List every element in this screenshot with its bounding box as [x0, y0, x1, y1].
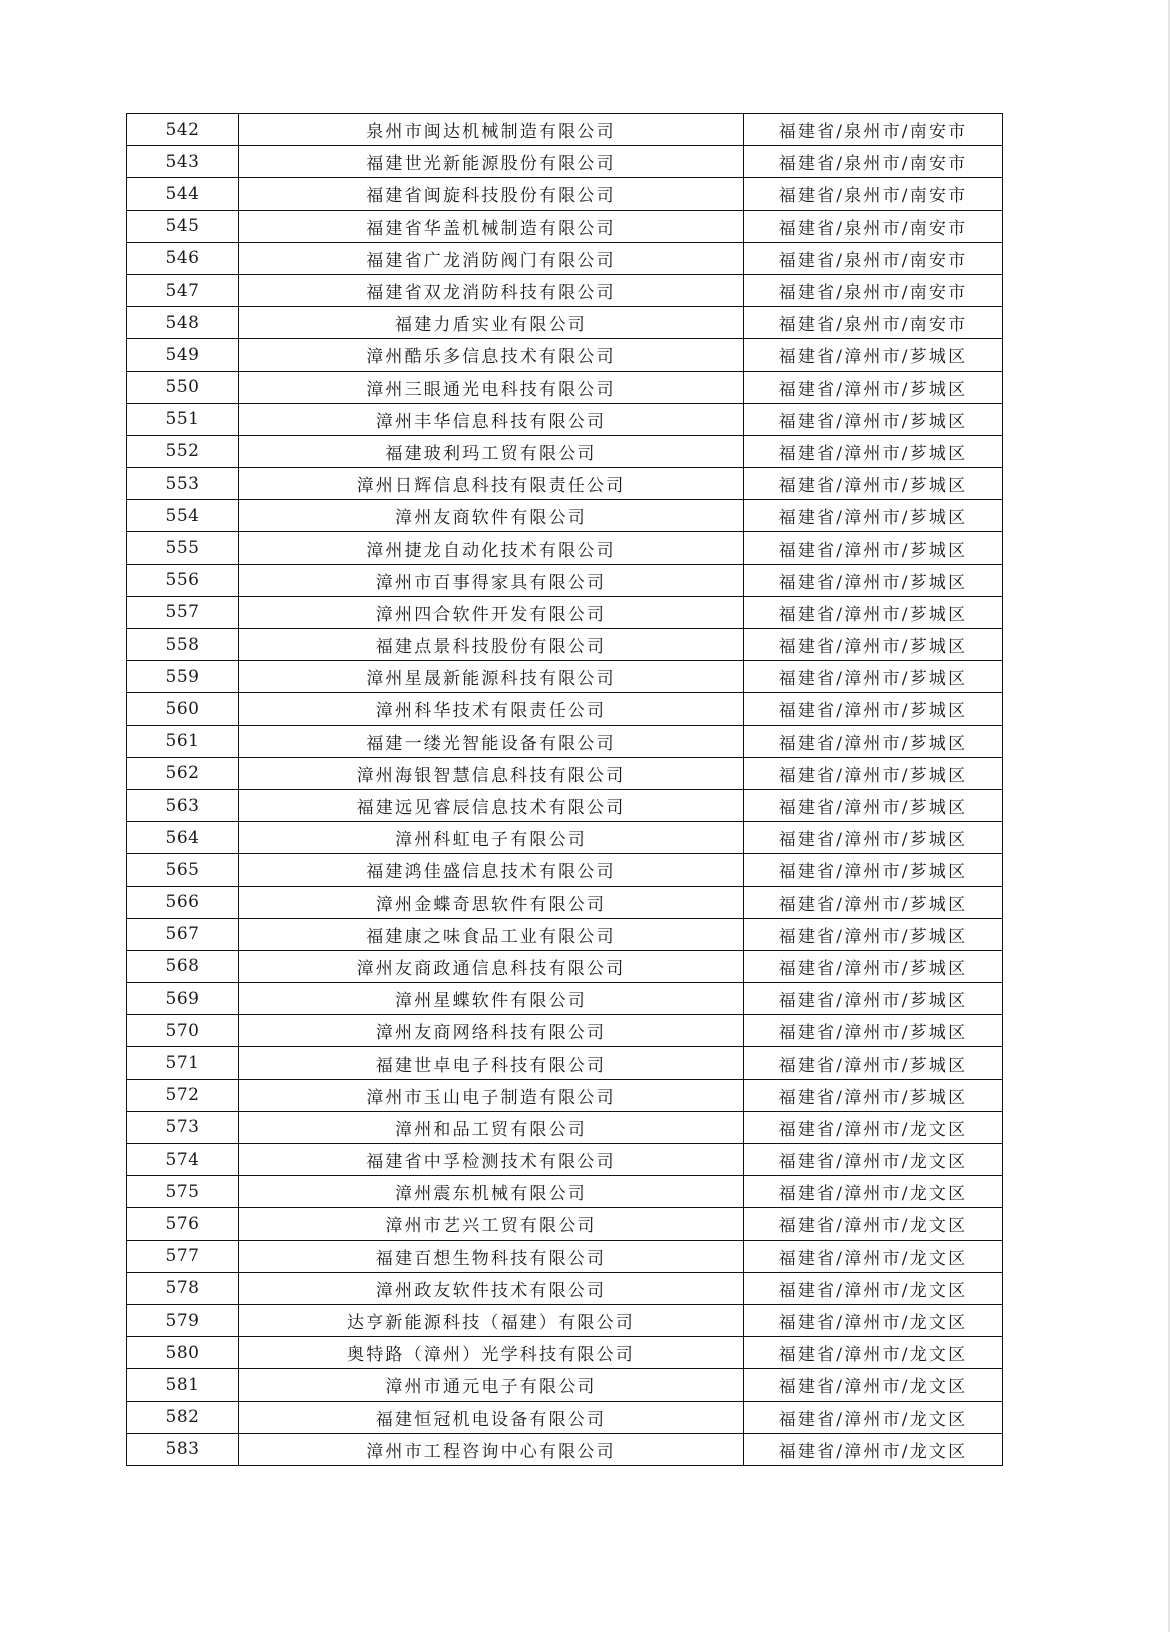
company-name-cell: 福建省广龙消防阀门有限公司 [239, 242, 744, 274]
company-name-cell: 漳州星晟新能源科技有限公司 [239, 661, 744, 693]
company-name-cell: 漳州星蝶软件有限公司 [239, 983, 744, 1015]
table-row [127, 661, 1003, 693]
company-name-cell: 漳州友商软件有限公司 [239, 500, 744, 532]
company-name-cell: 漳州友商网络科技有限公司 [239, 1015, 744, 1047]
row-number-cell: 580 [127, 1337, 239, 1369]
table-row [127, 1015, 1003, 1047]
region-cell: 福建省/漳州市/龙文区 [744, 1369, 1003, 1401]
table-row [127, 1240, 1003, 1272]
row-number-cell: 550 [127, 371, 239, 403]
company-name-cell: 福建鸿佳盛信息技术有限公司 [239, 854, 744, 886]
company-name-cell: 漳州海银智慧信息科技有限公司 [239, 757, 744, 789]
company-name-cell: 达亨新能源科技（福建）有限公司 [239, 1304, 744, 1336]
row-number-cell: 578 [127, 1272, 239, 1304]
region-cell: 福建省/漳州市/芗城区 [744, 918, 1003, 950]
company-name-cell: 漳州市工程咨询中心有限公司 [239, 1433, 744, 1465]
table-row [127, 307, 1003, 339]
region-cell: 福建省/泉州市/南安市 [744, 274, 1003, 306]
region-cell: 福建省/漳州市/龙文区 [744, 1272, 1003, 1304]
company-name-cell: 漳州金蝶奇思软件有限公司 [239, 886, 744, 918]
region-cell: 福建省/漳州市/芗城区 [744, 950, 1003, 982]
company-name-cell: 福建省闽旋科技股份有限公司 [239, 178, 744, 210]
region-cell: 福建省/泉州市/南安市 [744, 210, 1003, 242]
row-number-cell: 556 [127, 564, 239, 596]
row-number-cell: 581 [127, 1369, 239, 1401]
table-row [127, 403, 1003, 435]
region-cell: 福建省/漳州市/芗城区 [744, 983, 1003, 1015]
table-row [127, 500, 1003, 532]
table-row [127, 1433, 1003, 1465]
table-row [127, 339, 1003, 371]
region-cell: 福建省/漳州市/芗城区 [744, 1015, 1003, 1047]
company-name-cell: 福建康之味食品工业有限公司 [239, 918, 744, 950]
region-cell: 福建省/漳州市/龙文区 [744, 1240, 1003, 1272]
table-body [127, 114, 1003, 1466]
region-cell: 福建省/漳州市/芗城区 [744, 435, 1003, 467]
region-cell: 福建省/泉州市/南安市 [744, 307, 1003, 339]
region-cell: 福建省/漳州市/芗城区 [744, 1079, 1003, 1111]
table-row [127, 822, 1003, 854]
region-cell: 福建省/泉州市/南安市 [744, 146, 1003, 178]
table-row [127, 983, 1003, 1015]
region-cell: 福建省/漳州市/芗城区 [744, 596, 1003, 628]
table-row [127, 1176, 1003, 1208]
row-number-cell: 544 [127, 178, 239, 210]
company-name-cell: 漳州科华技术有限责任公司 [239, 693, 744, 725]
region-cell: 福建省/漳州市/芗城区 [744, 564, 1003, 596]
region-cell: 福建省/漳州市/芗城区 [744, 661, 1003, 693]
row-number-cell: 564 [127, 822, 239, 854]
row-number-cell: 579 [127, 1304, 239, 1336]
table-row [127, 146, 1003, 178]
table-row [127, 1208, 1003, 1240]
region-cell: 福建省/漳州市/龙文区 [744, 1337, 1003, 1369]
row-number-cell: 542 [127, 114, 239, 146]
company-name-cell: 福建力盾实业有限公司 [239, 307, 744, 339]
row-number-cell: 562 [127, 757, 239, 789]
region-cell: 福建省/漳州市/龙文区 [744, 1176, 1003, 1208]
company-name-cell: 福建百想生物科技有限公司 [239, 1240, 744, 1272]
company-name-cell: 漳州捷龙自动化技术有限公司 [239, 532, 744, 564]
company-name-cell: 泉州市闽达机械制造有限公司 [239, 114, 744, 146]
table-row [127, 435, 1003, 467]
region-cell: 福建省/漳州市/芗城区 [744, 500, 1003, 532]
company-name-cell: 福建一缕光智能设备有限公司 [239, 725, 744, 757]
company-name-cell: 漳州四合软件开发有限公司 [239, 596, 744, 628]
company-name-cell: 福建远见睿辰信息技术有限公司 [239, 789, 744, 821]
row-number-cell: 555 [127, 532, 239, 564]
region-cell: 福建省/泉州市/南安市 [744, 114, 1003, 146]
company-name-cell: 漳州市艺兴工贸有限公司 [239, 1208, 744, 1240]
company-name-cell: 漳州政友软件技术有限公司 [239, 1272, 744, 1304]
table-row [127, 1304, 1003, 1336]
row-number-cell: 566 [127, 886, 239, 918]
table-row [127, 210, 1003, 242]
row-number-cell: 572 [127, 1079, 239, 1111]
company-table [126, 113, 1003, 1466]
row-number-cell: 553 [127, 468, 239, 500]
company-name-cell: 漳州市百事得家具有限公司 [239, 564, 744, 596]
company-name-cell: 漳州丰华信息科技有限公司 [239, 403, 744, 435]
company-name-cell: 福建点景科技股份有限公司 [239, 629, 744, 661]
table-row [127, 532, 1003, 564]
row-number-cell: 559 [127, 661, 239, 693]
region-cell: 福建省/漳州市/芗城区 [744, 822, 1003, 854]
region-cell: 福建省/漳州市/芗城区 [744, 789, 1003, 821]
company-name-cell: 漳州三眼通光电科技有限公司 [239, 371, 744, 403]
company-name-cell: 漳州科虹电子有限公司 [239, 822, 744, 854]
table-row [127, 950, 1003, 982]
row-number-cell: 574 [127, 1144, 239, 1176]
row-number-cell: 575 [127, 1176, 239, 1208]
table-row [127, 1079, 1003, 1111]
table-row [127, 789, 1003, 821]
table-row [127, 596, 1003, 628]
company-name-cell: 漳州友商政通信息科技有限公司 [239, 950, 744, 982]
row-number-cell: 557 [127, 596, 239, 628]
region-cell: 福建省/泉州市/南安市 [744, 242, 1003, 274]
region-cell: 福建省/漳州市/龙文区 [744, 1208, 1003, 1240]
region-cell: 福建省/漳州市/龙文区 [744, 1401, 1003, 1433]
region-cell: 福建省/漳州市/龙文区 [744, 1144, 1003, 1176]
row-number-cell: 576 [127, 1208, 239, 1240]
row-number-cell: 548 [127, 307, 239, 339]
row-number-cell: 547 [127, 274, 239, 306]
row-number-cell: 577 [127, 1240, 239, 1272]
row-number-cell: 554 [127, 500, 239, 532]
region-cell: 福建省/漳州市/芗城区 [744, 854, 1003, 886]
region-cell: 福建省/漳州市/芗城区 [744, 371, 1003, 403]
table-row [127, 178, 1003, 210]
row-number-cell: 543 [127, 146, 239, 178]
company-name-cell: 福建恒冠机电设备有限公司 [239, 1401, 744, 1433]
row-number-cell: 561 [127, 725, 239, 757]
table-row [127, 854, 1003, 886]
row-number-cell: 563 [127, 789, 239, 821]
region-cell: 福建省/漳州市/芗城区 [744, 1047, 1003, 1079]
row-number-cell: 567 [127, 918, 239, 950]
region-cell: 福建省/泉州市/南安市 [744, 178, 1003, 210]
company-name-cell: 奥特路（漳州）光学科技有限公司 [239, 1337, 744, 1369]
company-name-cell: 福建省华盖机械制造有限公司 [239, 210, 744, 242]
row-number-cell: 571 [127, 1047, 239, 1079]
region-cell: 福建省/漳州市/芗城区 [744, 757, 1003, 789]
row-number-cell: 558 [127, 629, 239, 661]
table-row [127, 114, 1003, 146]
row-number-cell: 569 [127, 983, 239, 1015]
company-name-cell: 漳州酷乐多信息技术有限公司 [239, 339, 744, 371]
company-name-cell: 福建世光新能源股份有限公司 [239, 146, 744, 178]
company-name-cell: 福建玻利玛工贸有限公司 [239, 435, 744, 467]
table-row [127, 564, 1003, 596]
company-name-cell: 福建省中孚检测技术有限公司 [239, 1144, 744, 1176]
region-cell: 福建省/漳州市/芗城区 [744, 532, 1003, 564]
row-number-cell: 545 [127, 210, 239, 242]
table-row [127, 371, 1003, 403]
table-row [127, 725, 1003, 757]
table-row [127, 1401, 1003, 1433]
company-name-cell: 福建省双龙消防科技有限公司 [239, 274, 744, 306]
table-row [127, 274, 1003, 306]
table-row [127, 468, 1003, 500]
table-row [127, 1272, 1003, 1304]
table-row [127, 757, 1003, 789]
row-number-cell: 549 [127, 339, 239, 371]
row-number-cell: 560 [127, 693, 239, 725]
row-number-cell: 573 [127, 1111, 239, 1143]
table-row [127, 918, 1003, 950]
table-row [127, 1111, 1003, 1143]
region-cell: 福建省/漳州市/芗城区 [744, 629, 1003, 661]
table-row [127, 242, 1003, 274]
row-number-cell: 552 [127, 435, 239, 467]
row-number-cell: 546 [127, 242, 239, 274]
region-cell: 福建省/漳州市/芗城区 [744, 468, 1003, 500]
company-name-cell: 漳州和品工贸有限公司 [239, 1111, 744, 1143]
table-row [127, 886, 1003, 918]
table-row [127, 693, 1003, 725]
company-name-cell: 福建世卓电子科技有限公司 [239, 1047, 744, 1079]
region-cell: 福建省/漳州市/龙文区 [744, 1433, 1003, 1465]
region-cell: 福建省/漳州市/龙文区 [744, 1304, 1003, 1336]
company-name-cell: 漳州震东机械有限公司 [239, 1176, 744, 1208]
row-number-cell: 582 [127, 1401, 239, 1433]
company-name-cell: 漳州市通元电子有限公司 [239, 1369, 744, 1401]
table-row [127, 1369, 1003, 1401]
table-row [127, 629, 1003, 661]
region-cell: 福建省/漳州市/芗城区 [744, 886, 1003, 918]
row-number-cell: 565 [127, 854, 239, 886]
row-number-cell: 551 [127, 403, 239, 435]
company-name-cell: 漳州日辉信息科技有限责任公司 [239, 468, 744, 500]
region-cell: 福建省/漳州市/芗城区 [744, 339, 1003, 371]
region-cell: 福建省/漳州市/芗城区 [744, 693, 1003, 725]
table-row [127, 1337, 1003, 1369]
row-number-cell: 570 [127, 1015, 239, 1047]
company-name-cell: 漳州市玉山电子制造有限公司 [239, 1079, 744, 1111]
region-cell: 福建省/漳州市/芗城区 [744, 403, 1003, 435]
table-row [127, 1047, 1003, 1079]
row-number-cell: 583 [127, 1433, 239, 1465]
region-cell: 福建省/漳州市/龙文区 [744, 1111, 1003, 1143]
table-row [127, 1144, 1003, 1176]
row-number-cell: 568 [127, 950, 239, 982]
region-cell: 福建省/漳州市/芗城区 [744, 725, 1003, 757]
